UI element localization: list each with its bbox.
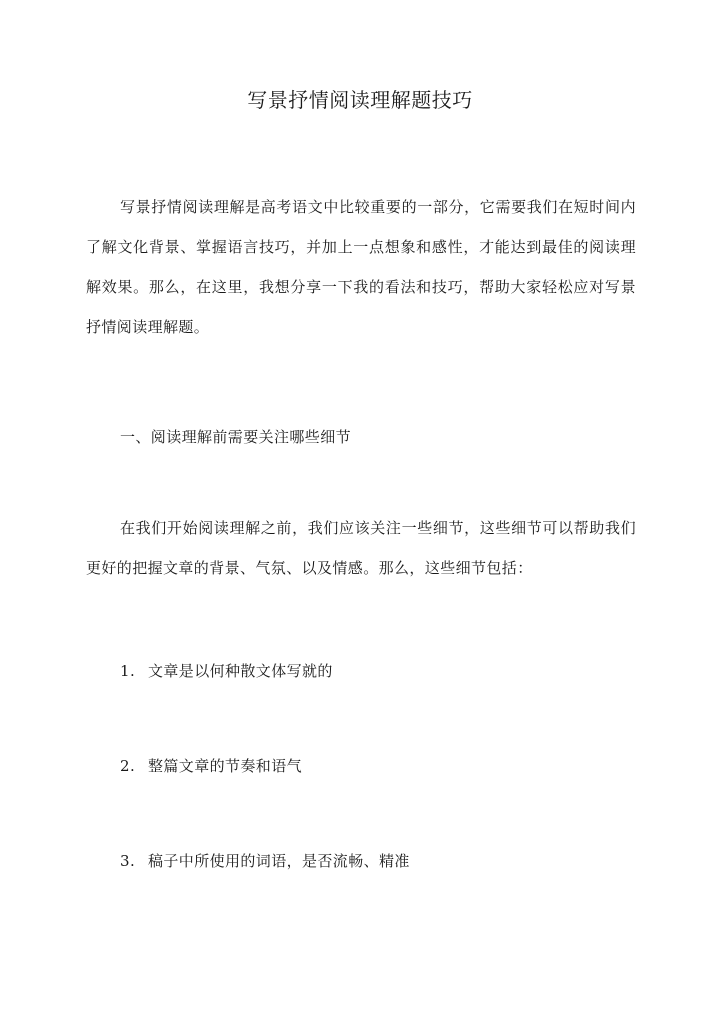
document-title: 写景抒情阅读理解题技巧 — [247, 88, 473, 112]
list-item — [120, 754, 302, 778]
list-item-text: 稿子中所使用的词语，是否流畅、精准 — [148, 852, 410, 870]
section-heading: 一、阅读理解前需要关注哪些细节 — [120, 428, 352, 446]
list-item-text: 文章是以何种散文体写就的 — [148, 662, 333, 680]
list-item — [120, 659, 333, 683]
list-item-text: 整篇文章的节奏和语气 — [148, 757, 303, 775]
intro-paragraph: 写景抒情阅读理解是高考语文中比较重要的一部分，它需要我们在短时间内了解文化背景、掌握语言技巧，并加上一点想象和感性，才能达到最佳的阅读理解效果。那么，在这里，我想分享一下我的看法和技巧，帮助大家轻松应对写景抒情阅读理解题。 — [86, 198, 636, 336]
list-item — [120, 849, 410, 873]
section-paragraph: 在我们开始阅读理解之前，我们应该关注一些细节，这些细节可以帮助我们更好的把握文章的背景、气氛、以及情感。那么，这些细节包括： — [86, 519, 636, 577]
list-item-number: 2. — [120, 757, 136, 775]
list-item-number: 1. — [120, 662, 136, 680]
list-item-number: 3. — [120, 852, 136, 870]
